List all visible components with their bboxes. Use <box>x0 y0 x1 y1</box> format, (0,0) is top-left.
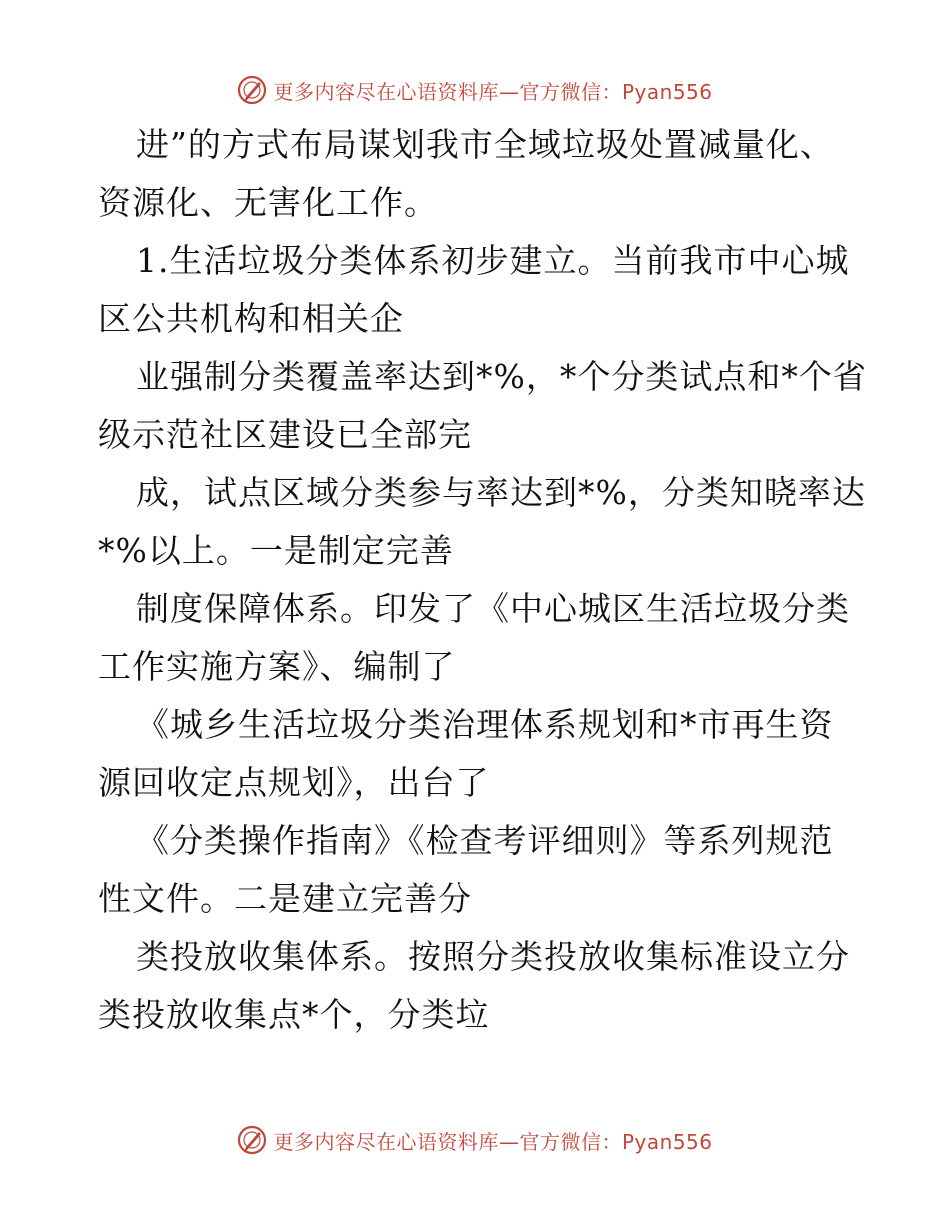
body-line: 制度保障体系。印发了《中心城区生活垃圾分类 <box>136 589 850 628</box>
body-line: 《分类操作指南》《检查考评细则》等系列规范 <box>136 821 834 860</box>
header-banner <box>0 73 950 107</box>
body-line: 级示范社区建设已全部完 <box>98 415 472 454</box>
body-line: 工作实施方案》、编制了 <box>98 647 456 686</box>
footer-separator: — <box>498 1129 520 1154</box>
body-line: 类投放收集点*个，分类垃 <box>98 995 490 1034</box>
header-brand-text: 更多内容尽在心语资料库 <box>273 79 499 104</box>
header-wechat-id: Pyan556 <box>621 79 713 104</box>
footer-banner-text <box>273 1126 712 1155</box>
document-body <box>98 116 867 1044</box>
footer-wechat-id: Pyan556 <box>621 1129 713 1154</box>
body-line: 源回收定点规划》，出台了 <box>98 763 490 802</box>
footer-banner <box>0 1123 950 1157</box>
body-line: *%以上。一是制定完善 <box>98 531 454 570</box>
footer-official-label: 官方微信： <box>519 1129 622 1154</box>
header-official-label: 官方微信： <box>519 79 622 104</box>
body-line: 《城乡生活垃圾分类治理体系规划和*市再生资 <box>136 705 834 744</box>
pen-circle-logo-icon <box>237 75 267 105</box>
body-line: 性文件。二是建立完善分 <box>98 879 472 918</box>
header-banner-text <box>273 76 712 105</box>
body-line: 成，试点区域分类参与率达到*%，分类知晓率达 <box>136 473 866 512</box>
body-paragraph <box>98 116 867 1044</box>
body-line: 业强制分类覆盖率达到*%，*个分类试点和*个省 <box>136 357 867 396</box>
body-line: 1.生活垃圾分类体系初步建立。当前我市中心城 <box>136 241 850 280</box>
header-separator: — <box>498 79 520 104</box>
footer-brand-text: 更多内容尽在心语资料库 <box>273 1129 499 1154</box>
body-line: 区公共机构和相关企 <box>98 299 404 338</box>
body-line: 类投放收集体系。按照分类投放收集标准设立分 <box>136 937 850 976</box>
header-banner-content <box>237 75 712 105</box>
body-line: 资源化、无害化工作。 <box>98 183 438 222</box>
pen-circle-logo-icon <box>237 1125 267 1155</box>
footer-banner-content <box>237 1125 712 1155</box>
body-line: 进”的方式布局谋划我市全域垃圾处置减量化、 <box>136 125 834 164</box>
